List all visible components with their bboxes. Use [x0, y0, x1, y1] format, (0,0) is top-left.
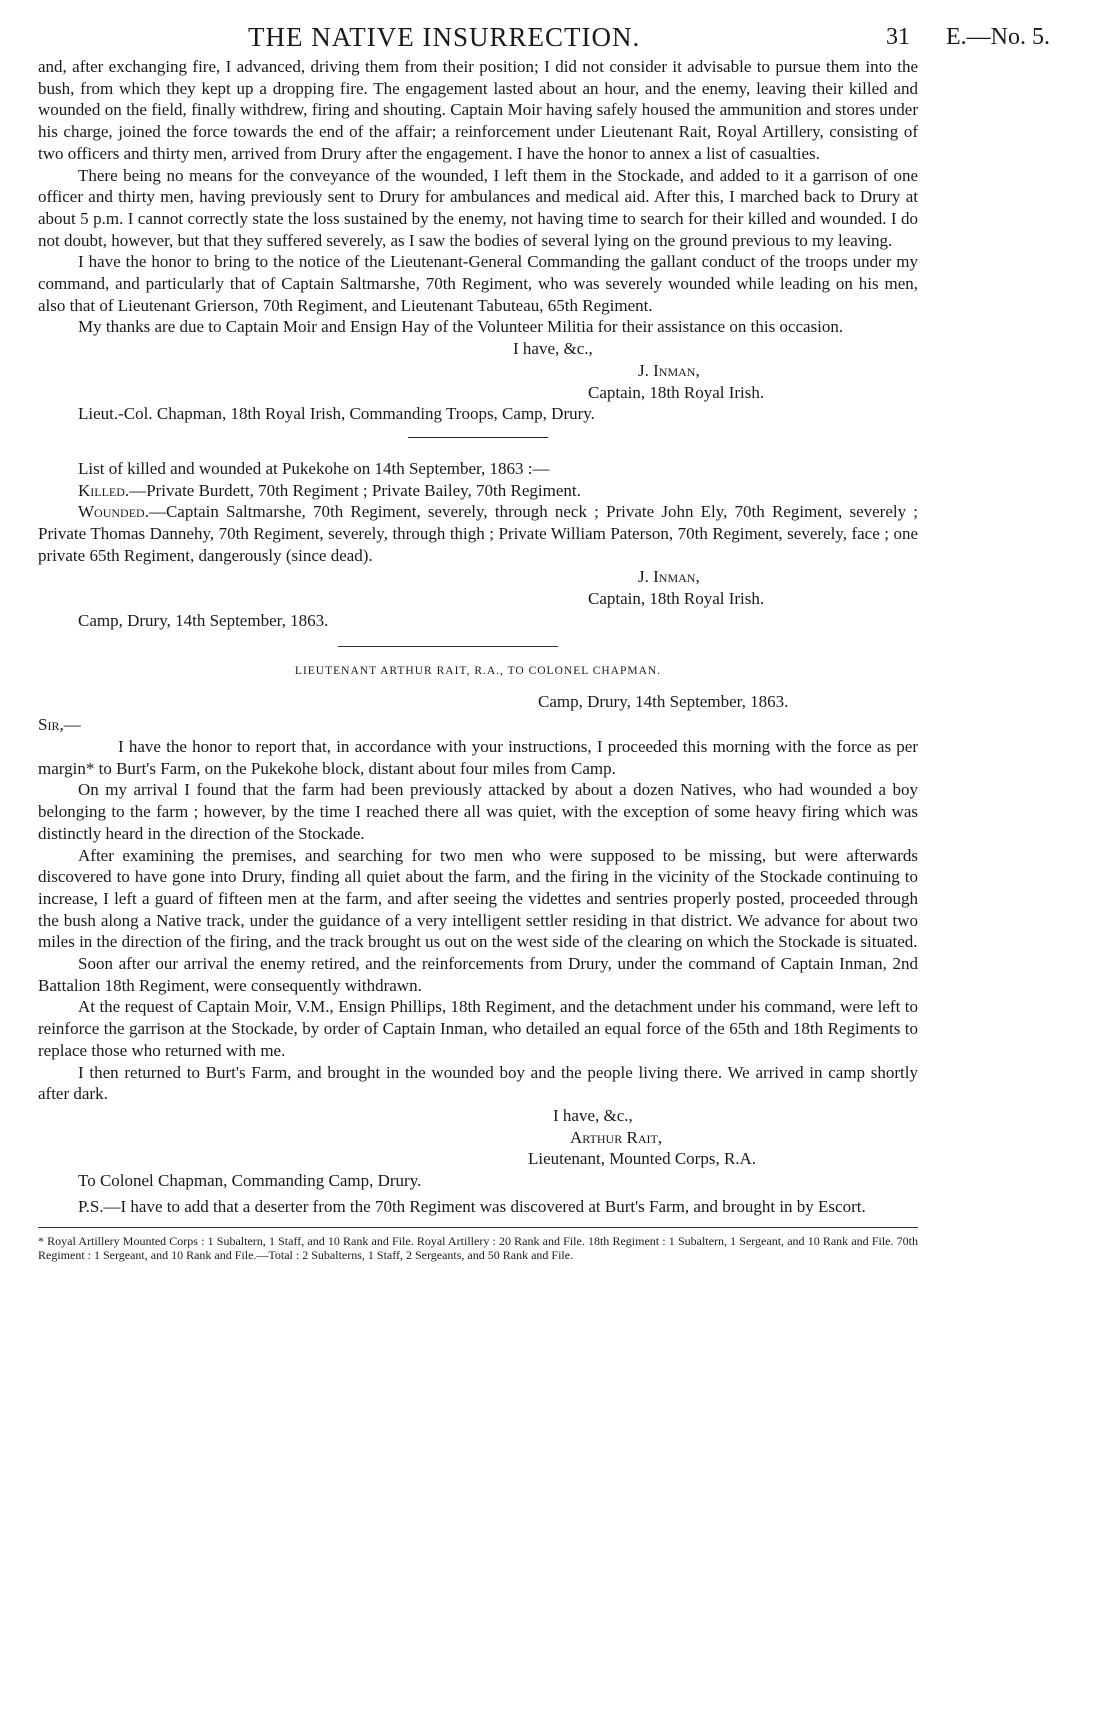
addressee: Lieut.-Col. Chapman, 18th Royal Irish, Commanding Troops, Camp, Drury. — [78, 404, 595, 424]
casualty-intro: List of killed and wounded at Pukekohe on 14th September, 1863 :— — [78, 458, 550, 478]
footnote: * Royal Artillery Mounted Corps : 1 Subaltern, 1 Staff, and 10 Rank and File. Royal Artillery : 20 Rank and File. 18th Regiment : 1 Subaltern, 1 Sergeant, and 10 Rank and File. 70th Regiment : 1 Sergeant, and 10 Rank and File.—Total : 2 Subalterns, 1 Staff, 2 Sergeants, and 50 Rank and File. — [38, 1234, 918, 1263]
salutation: Sir,— — [38, 715, 81, 735]
section-divider — [408, 437, 548, 438]
paragraph: There being no means for the conveyance of the wounded, I left them in the Stockade, and added to it a garrison of one officer and thirty men, having previously sent to Drury for ambulances and medical aid. After this, I marched back to Drury at about 5 p.m. I cannot correctly state the loss sustained by the enemy, not having time to search for their killed and wounded. I do not doubt, however, but that they suffered severely, as I saw the bodies of several lying on the ground previous to my leaving. — [38, 165, 918, 250]
closing: I have, &c., — [513, 339, 593, 359]
paragraph: I have the honor to bring to the notice of the Lieutenant-General Commanding the gallant conduct of the troops under my command, and particularly that of Captain Saltmarshe, 70th Regiment, who was severely wounded while leading on his men, also that of Lieutenant Grierson, 70th Regiment, and Lieutenant Tabuteau, 65th Regiment. — [38, 252, 918, 315]
signature-rank: Captain, 18th Royal Irish. — [588, 589, 765, 609]
paragraph: I then returned to Burt's Farm, and brought in the wounded boy and the people living there. We arrived in camp shortly after dark. — [38, 1062, 918, 1104]
document-reference: E.—No. 5. — [946, 24, 1050, 50]
postscript: P.S.—I have to add that a deserter from the 70th Regiment was discovered at Burt's Farm, and brought in by Escort. — [78, 1196, 866, 1216]
signature-name: J. Inman, — [638, 360, 700, 380]
paragraph: After examining the premises, and searching for two men who were supposed to be missing, but were afterwards discovered to have gone into Drury, finding all quiet about the farm, and the firing in the vicinity of the Stockade continuing to increase, I left a guard of fifteen men at the farm, and after seeing the videttes and sentries properly posted, proceeded through the bush along a Native track, under the guidance of a very intelligent settler residing in that district. We advance for about two miles in the direction of the firing, and the track brought us out on the west side of the clearing on which the Stockade is situated. — [38, 845, 918, 952]
place-date: Camp, Drury, 14th September, 1863. — [78, 610, 329, 630]
closing: I have, &c., — [553, 1105, 633, 1125]
paragraph: I have the honor to report that, in accordance with your instructions, I proceeded this morning with the force as per margin* to Burt's Farm, on the Pukekohe block, distant about four miles from Camp. — [38, 736, 918, 778]
wounded-entry — [38, 501, 918, 566]
page-header — [38, 18, 1050, 54]
addressee: To Colonel Chapman, Commanding Camp, Drury. — [78, 1171, 422, 1191]
running-title: THE NATIVE INSURRECTION. — [248, 22, 641, 52]
signature-rank: Captain, 18th Royal Irish. — [588, 382, 765, 402]
signature-name: Arthur Rait, — [570, 1127, 663, 1147]
killed-text: —Private Burdett, 70th Regiment ; Private Bailey, 70th Regiment. — [129, 480, 581, 500]
wounded-text: —Captain Saltmarshe, 70th Regiment, severely, through neck ; Private John Ely, 70th Regiment, severely ; Private Thomas Dannehy, 70th Regiment, severely, through thigh ; Private William Paterson, 70th Regiment, severely, face ; one private 65th Regiment, dangerously (since dead). — [38, 502, 918, 565]
paragraph: At the request of Captain Moir, V.M., Ensign Phillips, 18th Regiment, and the detachment under his command, were left to reinforce the garrison at the Stockade, by order of Captain Inman, who detailed an equal force of the 65th and 18th Regiments to replace those who returned with me. — [38, 997, 918, 1060]
signature-name: J. Inman, — [638, 567, 700, 587]
document-page — [38, 18, 1050, 1263]
wounded-label: Wounded. — [78, 502, 149, 522]
casualty-list — [38, 458, 918, 632]
page-number: 31 — [886, 24, 910, 50]
paragraph: On my arrival I found that the farm had been previously attacked by about a dozen Natives, who had wounded a boy belonging to the farm ; however, by the time I reached there all was quiet, with the exception of some heavy firing which was distinctly heard in the direction of the Stockade. — [38, 780, 918, 843]
footnote-divider — [38, 1227, 918, 1228]
killed-entry — [38, 480, 918, 502]
dateline: Camp, Drury, 14th September, 1863. — [538, 691, 789, 711]
paragraph: and, after exchanging fire, I advanced, driving them from their position; I did not consider it advisable to pursue them into the bush, from which they kept up a dropping fire. The engagement lasted about an hour, and the enemy, leaving their killed and wounded on the field, finally withdrew, firing and shouting. Captain Moir having safely housed the ammunition and stores under his charge, joined the force towards the end of the affair; a reinforcement under Lieutenant Rait, Royal Artillery, consisting of two officers and thirty men, arrived from Drury after the engagement. I have the honor to annex a list of casualties. — [38, 57, 918, 163]
signature-rank: Lieutenant, Mounted Corps, R.A. — [528, 1149, 757, 1169]
letter-heading: LIEUTENANT ARTHUR RAIT, R.A., TO COLONEL CHAPMAN. — [294, 664, 662, 677]
killed-label: Killed. — [78, 480, 130, 500]
paragraph: My thanks are due to Captain Moir and Ensign Hay of the Volunteer Militia for their assistance on this occasion. — [78, 317, 844, 337]
letter-inman — [38, 56, 918, 425]
section-divider — [338, 646, 558, 647]
paragraph: Soon after our arrival the enemy retired, and the reinforcements from Drury, under the command of Captain Inman, 2nd Battalion 18th Regiment, were consequently withdrawn. — [38, 954, 918, 995]
letter-rait — [38, 665, 918, 1218]
